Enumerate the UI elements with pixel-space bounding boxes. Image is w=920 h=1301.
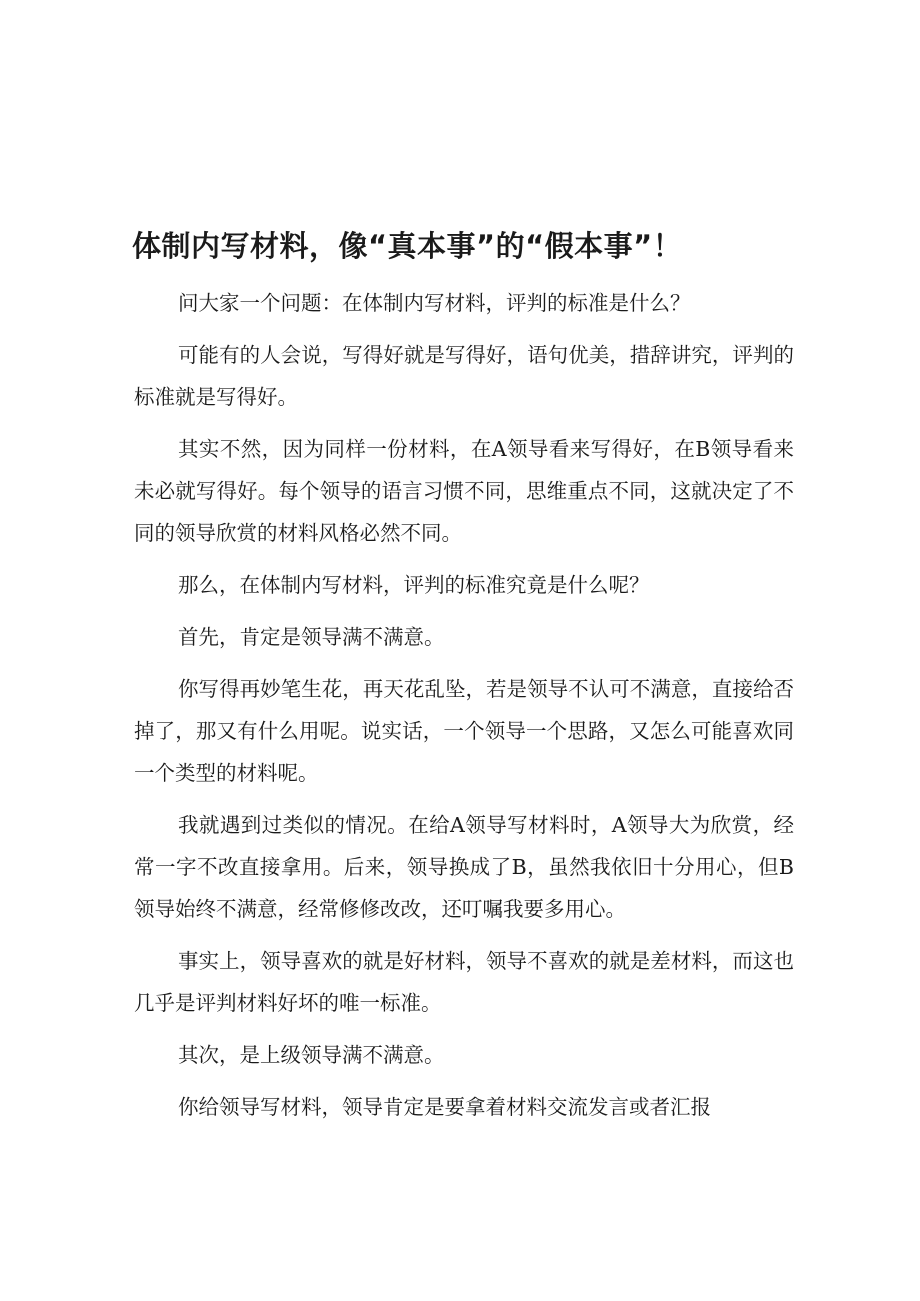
paragraph-8: 事实上，领导喜欢的就是好材料，领导不喜欢的就是差材料，而这也几乎是评判材料好坏的唯一标准。 bbox=[134, 949, 794, 1015]
paragraph-9: 其次，是上级领导满不满意。 bbox=[178, 1043, 445, 1067]
paragraph-10: 你给领导写材料，领导肯定是要拿着材料交流发言或者汇报 bbox=[178, 1095, 711, 1119]
article-title: 体制内写材料，像“真本事”的“假本事”！ bbox=[132, 229, 683, 263]
article-body bbox=[134, 282, 794, 1138]
paragraph-1: 问大家一个问题：在体制内写材料，评判的标准是什么？ bbox=[178, 291, 691, 315]
paragraph-5: 首先，肯定是领导满不满意。 bbox=[178, 625, 445, 649]
paragraph-2: 可能有的人会说，写得好就是写得好，语句优美，措辞讲究，评判的标准就是写得好。 bbox=[134, 343, 794, 409]
paragraph-7: 我就遇到过类似的情况。在给A领导写材料时，A领导大为欣赏，经常一字不改直接拿用。后来，领导换成了B，虽然我依旧十分用心，但B领导始终不满意，经常修修改改，还叮嘱我要多用心。 bbox=[134, 813, 794, 921]
paragraph-3: 其实不然，因为同样一份材料，在A领导看来写得好，在B领导看来未必就写得好。每个领导的语言习惯不同，思维重点不同，这就决定了不同的领导欣赏的材料风格必然不同。 bbox=[134, 437, 794, 545]
paragraph-4: 那么，在体制内写材料，评判的标准究竟是什么呢？ bbox=[178, 573, 650, 597]
paragraph-6: 你写得再妙笔生花，再天花乱坠，若是领导不认可不满意，直接给否掉了，那又有什么用呢。说实话，一个领导一个思路，又怎么可能喜欢同一个类型的材料呢。 bbox=[134, 677, 794, 785]
